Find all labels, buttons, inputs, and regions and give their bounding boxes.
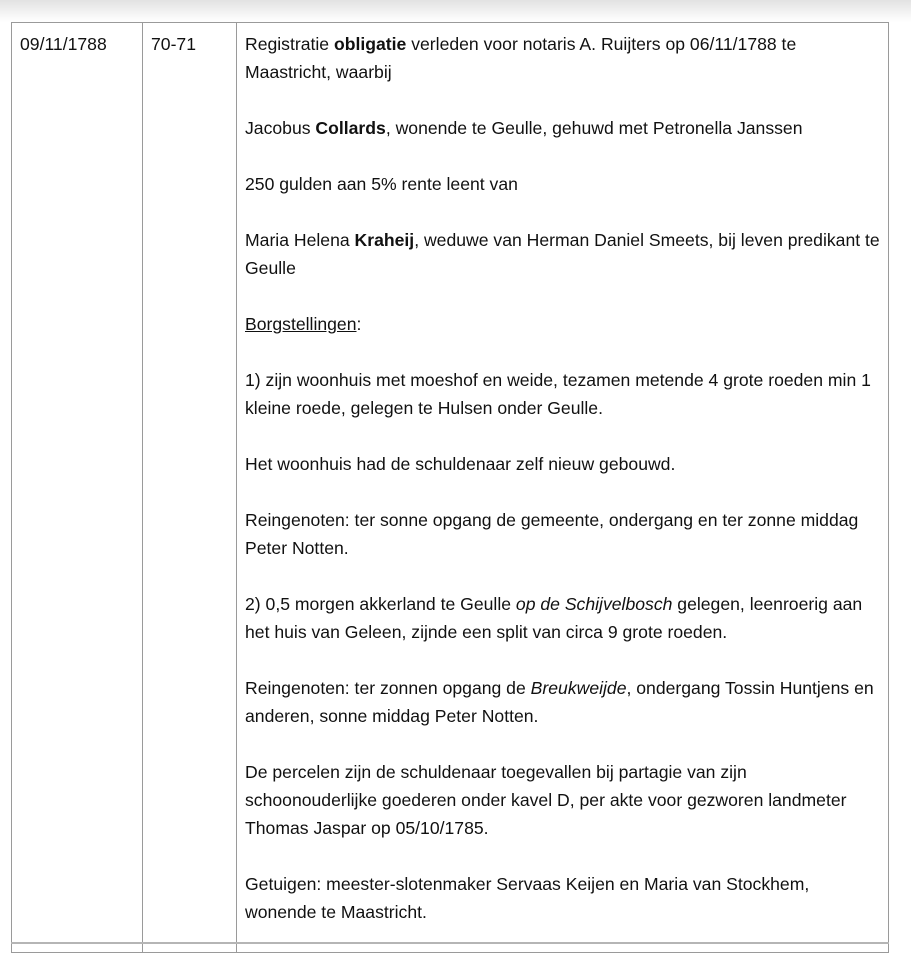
folio-cell — [143, 23, 237, 944]
borgstellingen-heading: Borgstellingen: — [245, 314, 362, 334]
next-date-cell — [12, 943, 143, 953]
description-cell — [237, 23, 889, 944]
next-description-cell — [237, 943, 889, 953]
registration-paragraph: Registratie obligatie verleden voor notaris A. Ruijters op 06/11/1788 te Maastricht, waarbij — [245, 34, 797, 82]
place-breukweijde: Breukweijde — [530, 678, 627, 698]
creditor-paragraph: Maria Helena Kraheij, weduwe van Herman Daniel Smeets, bij leven predikant te Geulle — [245, 230, 880, 278]
collateral-1-paragraph: 1) zijn woonhuis met moeshof en weide, tezamen metende 4 grote roeden min 1 kleine roede, gelegen te Hulsen onder Geulle. — [245, 370, 871, 418]
parcels-origin-paragraph: De percelen zijn de schuldenaar toegevallen bij partagie van zijn schoonouderlijke goederen onder kavel D, per akte voor gezworen landmeter Thomas Jaspar op 05/10/1785. — [245, 762, 847, 838]
record-table — [11, 22, 889, 953]
place-schijvelbosch: op de Schijvelbosch — [515, 594, 673, 614]
surname-kraheij: Kraheij — [354, 230, 415, 250]
collateral-2-paragraph: 2) 0,5 morgen akkerland te Geulle op de Schijvelbosch gelegen, leenroerig aan het huis van Geleen, zijnde een split van circa 9 grote roeden. — [245, 594, 863, 642]
house-note-paragraph: Het woonhuis had de schuldenaar zelf nieuw gebouwd. — [245, 454, 676, 474]
witnesses-paragraph: Getuigen: meester-slotenmaker Servaas Keijen en Maria van Stockhem, wonende te Maastricht. — [245, 874, 810, 922]
date-cell — [12, 23, 143, 944]
debtor-paragraph: Jacobus Collards, wonende te Geulle, gehuwd met Petronella Janssen — [245, 118, 803, 138]
neighbours-2-paragraph: Reingenoten: ter zonnen opgang de Breukweijde, ondergang Tossin Huntjens en anderen, sonne middag Peter Notten. — [245, 678, 874, 726]
page-top-shadow — [0, 0, 911, 22]
surname-collards: Collards — [315, 118, 386, 138]
table-row — [12, 23, 889, 944]
loan-paragraph: 250 gulden aan 5% rente leent van — [245, 174, 518, 194]
next-folio-cell — [143, 943, 237, 953]
record-folio: 70-71 — [151, 34, 196, 54]
record-date: 09/11/1788 — [20, 34, 107, 54]
neighbours-1-paragraph: Reingenoten: ter sonne opgang de gemeente, ondergang en ter zonne middag Peter Notten. — [245, 510, 859, 558]
keyword-obligatie: obligatie — [333, 34, 407, 54]
next-table-row — [12, 943, 889, 953]
